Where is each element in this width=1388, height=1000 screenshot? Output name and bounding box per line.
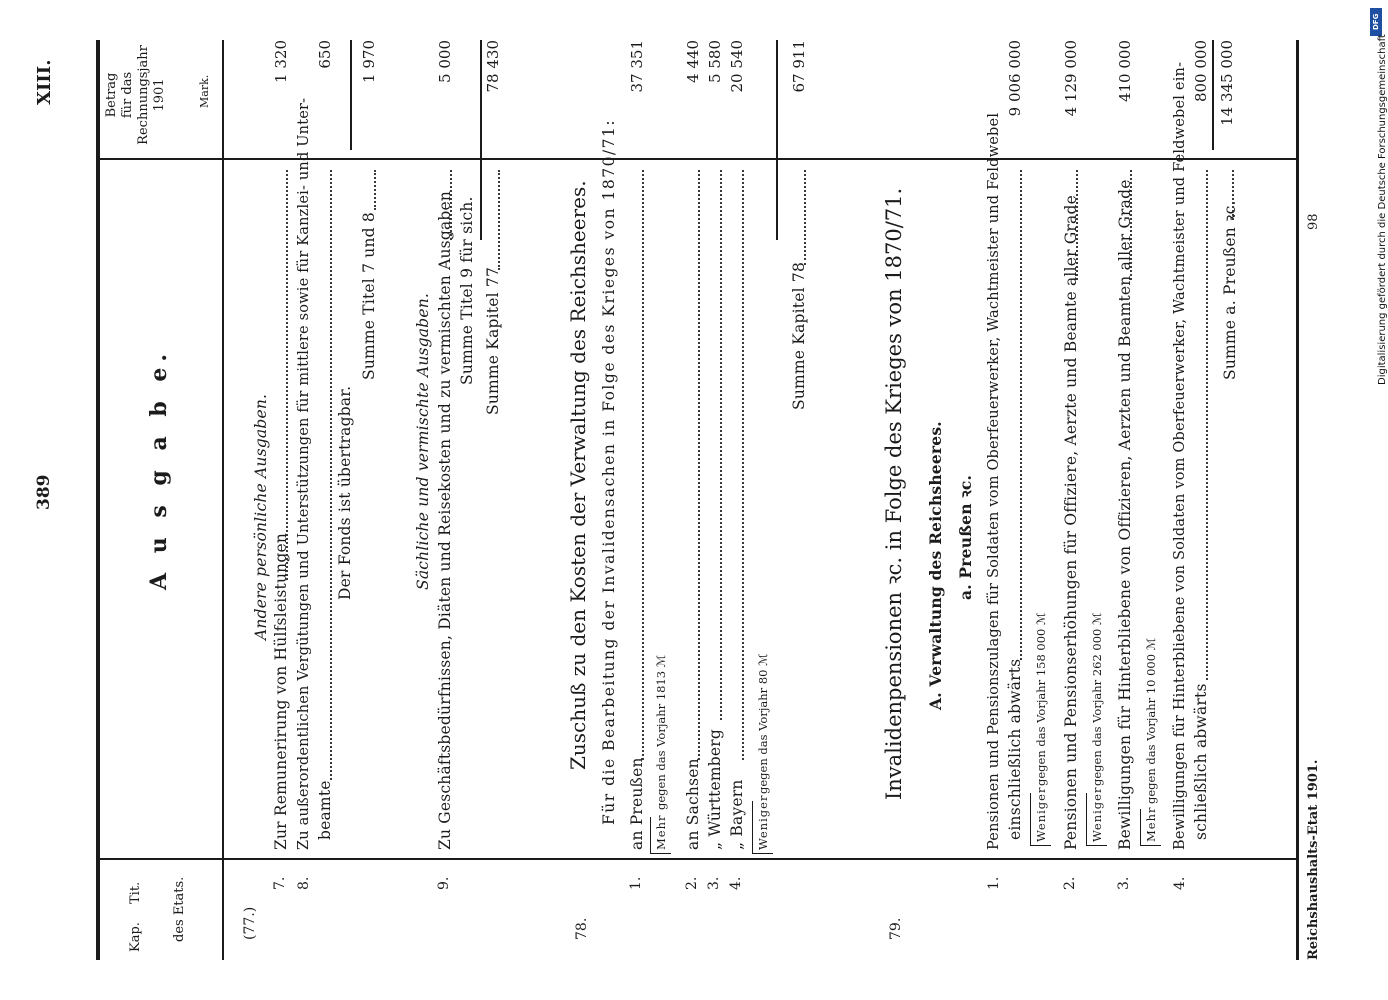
entry-text: „ Bayern <box>728 779 746 850</box>
leader-dots <box>720 170 722 720</box>
entry-text: Zur Remunerirung von Hülfsleistungen <box>272 532 290 850</box>
amount: 800 000 <box>1192 40 1210 103</box>
tit-number: 4. <box>728 876 744 890</box>
amount-heading-line: Betrag <box>104 72 119 118</box>
page-title: A u s g a b e. <box>146 347 172 590</box>
chapter-heading: Invalidenpensionen ꝛc. in Folge des Krieges von 1870/71. <box>882 187 906 800</box>
amount: 37 351 <box>628 40 646 93</box>
entry-text-cont: beamte <box>316 780 334 840</box>
amount: 1 970 <box>360 40 378 83</box>
bottom-rule <box>1296 40 1299 960</box>
tit-number: 1. <box>986 876 1002 890</box>
subtotal-rule <box>350 40 352 150</box>
header-bottom-rule <box>222 40 224 960</box>
subtotal-rule <box>776 40 778 240</box>
amount: 67 911 <box>790 40 808 93</box>
leader-dots <box>1206 170 1208 680</box>
kap-number: 79. <box>888 917 904 940</box>
page-number: 389 <box>34 474 54 510</box>
entry-text: an Preußen <box>628 757 646 850</box>
amount: 14 345 000 <box>1218 40 1236 126</box>
leader-dots <box>374 170 376 210</box>
col-tit: Tit. <box>128 881 143 904</box>
leader-dots <box>498 170 500 270</box>
col-des-etats: des Etats. <box>172 876 187 942</box>
subtotal-label: Summe Kapitel 77 <box>484 266 502 415</box>
amount-heading-line: 1901 <box>152 78 167 112</box>
entry-text-cont: einschließlich abwärts <box>1006 658 1024 840</box>
leader-dots <box>804 170 806 265</box>
top-rule <box>96 40 100 960</box>
amount: 5 580 <box>706 40 724 83</box>
entry-text: Zu außerordentlichen Vergütungen und Unterstützungen für mittlere sowie für Kanzlei- und Unter- <box>296 97 312 850</box>
tit-number: 9. <box>436 876 452 890</box>
kap-number: (77.) <box>242 906 258 940</box>
subheading: a. Preußen ꝛc. <box>956 474 975 600</box>
col-kap: Kap. <box>128 922 143 952</box>
change-note: gegen das Vorjahr 262 000 ℳ <box>1090 612 1104 786</box>
entry-text: Bewilligungen für Hinterbliebene von Soldaten vom Oberfeuerwerker, Wachtmeister und Feldwebel ein- <box>1172 61 1188 850</box>
leader-dots <box>1020 170 1022 660</box>
tit-number: 1. <box>628 876 644 890</box>
change-label: Mehr <box>654 814 668 850</box>
entry-text: Pensionen und Pensionszulagen für Soldaten vom Oberfeuerwerker, Wachtmeister und Feldwebel <box>986 112 1002 850</box>
footer-page: 98 <box>1306 213 1321 230</box>
change-note: gegen das Vorjahr 158 000 ℳ <box>1034 612 1048 786</box>
leader-dots <box>450 170 452 240</box>
amount: 1 320 <box>272 40 290 83</box>
left-column-rule <box>96 858 1296 860</box>
amount-heading-line: Rechnungsjahr <box>136 45 151 145</box>
entry-text-cont: schließlich abwärts <box>1192 683 1210 840</box>
change-label: Weniger <box>1090 786 1104 842</box>
amount: 650 <box>316 40 334 69</box>
amount-unit: Mark. <box>198 74 211 108</box>
entry-text: Bewilligungen für Hinterbliebene von Offizieren, Aerzten und Beamten aller Grade <box>1116 179 1134 850</box>
leader-dots <box>1130 170 1132 280</box>
subtotal-label: Summe Titel 9 für sich. <box>458 196 476 385</box>
amount: 20 540 <box>728 40 746 93</box>
change-label: Mehr <box>1144 806 1158 842</box>
change-note: gegen das Vorjahr 10 000 ℳ <box>1144 637 1158 804</box>
tit-number: 3. <box>706 876 722 890</box>
amount: 4 129 000 <box>1062 40 1080 117</box>
leader-dots <box>286 170 288 580</box>
entry-text: Pensionen und Pensionserhöhungen für Offiziere, Aerzte und Beamte aller Grade <box>1062 195 1080 850</box>
tit-number: 8. <box>296 876 312 890</box>
leader-dots <box>642 170 644 760</box>
subheading: Für die Bearbeitung der Invalidensachen in Folge des Krieges von 1870/71: <box>600 118 618 825</box>
tit-number: 4. <box>1172 876 1188 890</box>
footer-left: Reichshaushalts-Etat 1901. <box>1306 759 1321 960</box>
subtotal-label: Summe Titel 7 und 8 <box>360 212 378 380</box>
note: Der Fonds ist übertragbar. <box>336 385 354 600</box>
amount-heading-line: für das <box>120 71 135 119</box>
entry-text: an Sachsen <box>684 758 702 850</box>
tit-number: 2. <box>684 876 700 890</box>
subtotal-label: Summe a. Preußen ꝛc. <box>1221 200 1239 380</box>
change-note: gegen das Vorjahr 80 ℳ <box>756 653 770 794</box>
dfg-logo: DFG <box>1370 8 1382 36</box>
amount: 9 006 000 <box>1006 40 1024 117</box>
subtotal-rule <box>480 40 482 240</box>
tit-number: 3. <box>1116 876 1132 890</box>
amount-column-rule <box>96 158 1296 160</box>
chapter-heading: Zuschuß zu den Kosten der Verwaltung des Reichsheeres. <box>566 180 590 770</box>
amount: 4 440 <box>684 40 702 83</box>
leader-dots <box>1076 170 1078 280</box>
amount: 410 000 <box>1116 40 1134 103</box>
change-label: Weniger <box>756 794 770 850</box>
section-heading: Andere persönliche Ausgaben. <box>252 393 270 640</box>
kap-number: 78. <box>574 917 590 940</box>
leader-dots <box>330 170 332 780</box>
amount: 5 000 <box>436 40 454 83</box>
tit-number: 7. <box>272 876 288 890</box>
section-number: XIII. <box>34 59 55 105</box>
subheading: A. Verwaltung des Reichsheeres. <box>926 421 945 710</box>
entry-text: „ Württemberg <box>706 728 724 850</box>
section-heading: Sächliche und vermischte Ausgaben. <box>414 292 432 590</box>
subtotal-rule <box>1212 40 1214 150</box>
amount-heading <box>104 40 168 150</box>
leader-dots <box>1232 170 1234 220</box>
tit-number: 2. <box>1062 876 1078 890</box>
subtotal-label: Summe Kapitel 78 <box>790 261 808 410</box>
change-note: gegen das Vorjahr 1813 ℳ <box>654 654 668 810</box>
leader-dots <box>742 170 744 760</box>
entry-text: Zu Geschäftsbedürfnissen, Diäten und Reisekosten und zu vermischten Ausgaben <box>436 190 454 850</box>
amount: 78 430 <box>484 40 502 93</box>
leader-dots <box>698 170 700 760</box>
change-label: Weniger <box>1034 786 1048 842</box>
scan-credit: Digitalisierung gefördert durch die Deutsche Forschungsgemeinschaft <box>1377 34 1388 385</box>
